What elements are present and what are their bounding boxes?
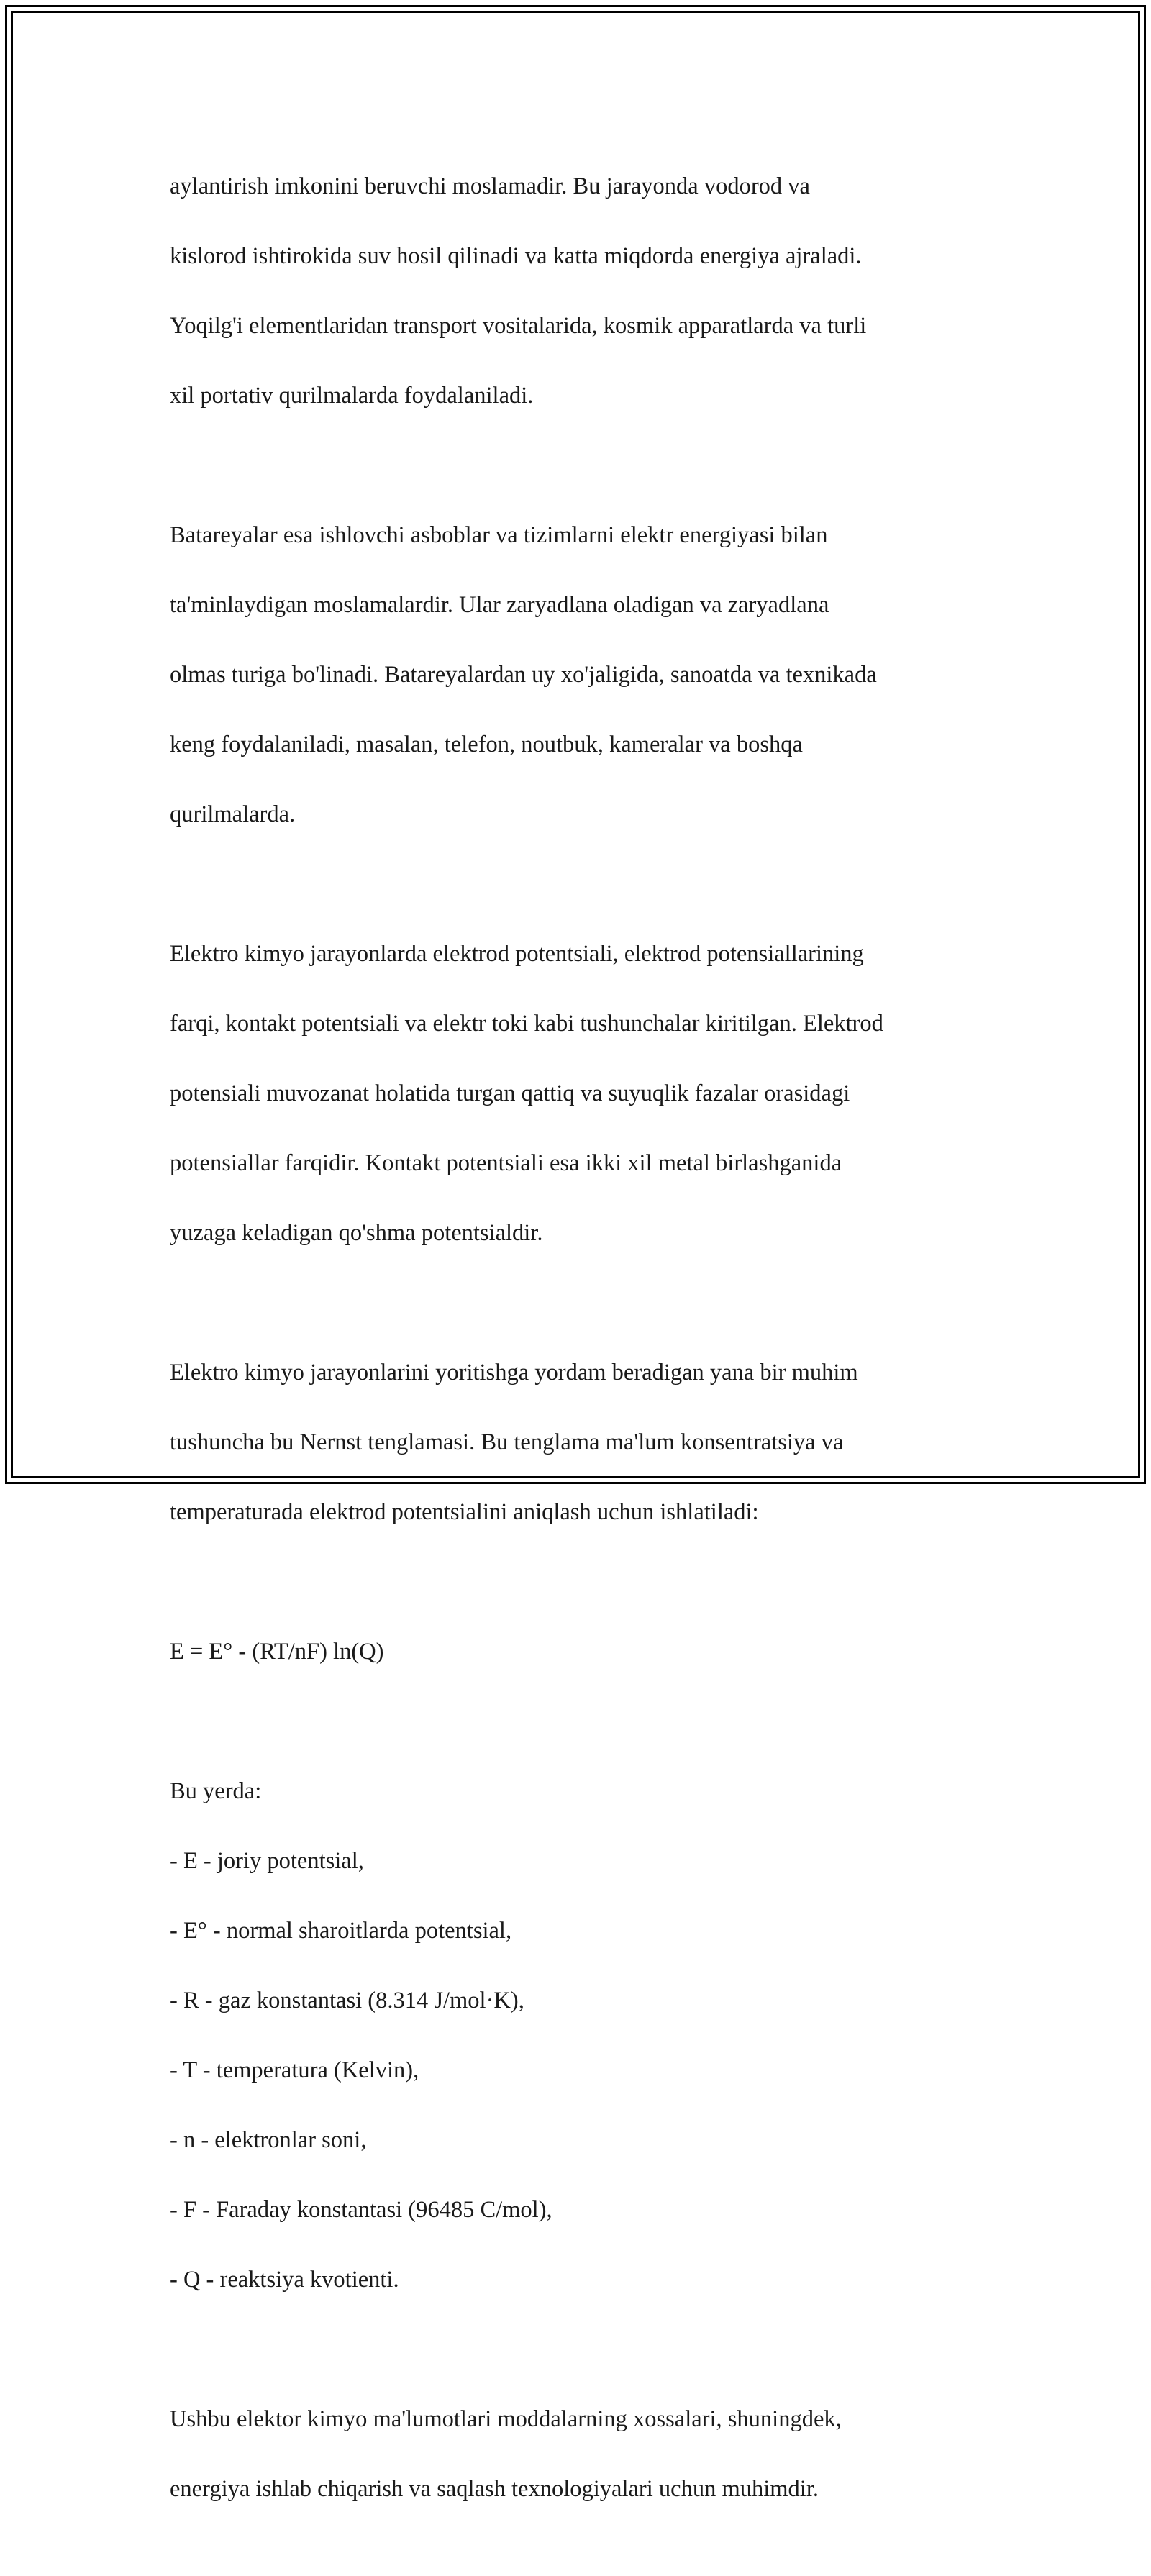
text-line: temperaturada elektrod potentsialini aniqlash uchun ishlatiladi: <box>170 1498 759 1525</box>
text-line: kislorod ishtirokida suv hosil qilinadi va katta miqdorda energiya ajraladi. <box>170 242 862 269</box>
definition-item: - Q - reaktsiya kvotienti. <box>170 2266 399 2293</box>
definition-item: - F - Faraday konstantasi (96485 C/mol), <box>170 2196 552 2223</box>
definition-item: - E° - normal sharoitlarda potentsial, <box>170 1917 512 1944</box>
paragraph-batteries <box>170 483 997 867</box>
text-line: keng foydalaniladi, masalan, telefon, noutbuk, kameralar va boshqa <box>170 731 803 757</box>
paragraph-fuel-cells <box>170 134 997 448</box>
nernst-equation <box>170 1599 997 1704</box>
paragraph-conclusion <box>170 2367 997 2541</box>
text-line: qurilmalarda. <box>170 801 296 827</box>
text-line: Elektro kimyo jarayonlarini yoritishga yordam beradigan yana bir muhim <box>170 1359 858 1385</box>
text-line: Ushbu elektor kimyo ma'lumotlari moddalarning xossalari, shuningdek, <box>170 2406 842 2432</box>
text-line: energiya ishlab chiqarish va saqlash texnologiyalari uchun muhimdir. <box>170 2475 819 2502</box>
text-line: potensiali muvozanat holatida turgan qattiq va suyuqlik fazalar orasidagi <box>170 1080 850 1106</box>
text-line: Batareyalar esa ishlovchi asboblar va tizimlarni elektr energiyasi bilan <box>170 522 828 548</box>
definition-item: - n - elektronlar soni, <box>170 2126 367 2153</box>
text-line: aylantirish imkonini beruvchi moslamadir. Bu jarayonda vodorod va <box>170 173 810 199</box>
definitions-heading: Bu yerda: <box>170 1778 262 1804</box>
text-line: Yoqilg'i elementlaridan transport vositalarida, kosmik apparatlarda va turli <box>170 312 867 339</box>
definition-item: - E - joriy potentsial, <box>170 1847 364 1874</box>
paragraph-nernst-intro <box>170 1320 997 1565</box>
text-line: ta'minlaydigan moslamalardir. Ular zaryadlana oladigan va zaryadlana <box>170 591 829 618</box>
text-line: xil portativ qurilmalarda foydalaniladi. <box>170 382 534 409</box>
paragraph-electrode-potential <box>170 901 997 1285</box>
text-line: farqi, kontakt potentsiali va elektr toki kabi tushunchalar kiritilgan. Elektrod <box>170 1010 883 1037</box>
text-line: Elektro kimyo jarayonlarda elektrod potentsiali, elektrod potensiallarining <box>170 940 864 967</box>
definition-item: - R - gaz konstantasi (8.314 J/mol·K), <box>170 1987 524 2013</box>
text-line: tushuncha bu Nernst tenglamasi. Bu tenglama ma'lum konsentratsiya va <box>170 1429 844 1455</box>
text-line: potensiallar farqidir. Kontakt potentsiali esa ikki xil metal birlashganida <box>170 1150 842 1176</box>
text-line: olmas turiga bo'linadi. Batareyalardan uy xo'jaligida, sanoatda va texnikada <box>170 661 877 688</box>
text-line: yuzaga keladigan qo'shma potentsialdir. <box>170 1219 543 1246</box>
variable-definitions <box>170 1739 997 2332</box>
definition-item: - T - temperatura (Kelvin), <box>170 2057 419 2083</box>
document-body <box>170 134 997 2576</box>
equation-line: E = E° - (RT/nF) ln(Q) <box>170 1638 384 1665</box>
